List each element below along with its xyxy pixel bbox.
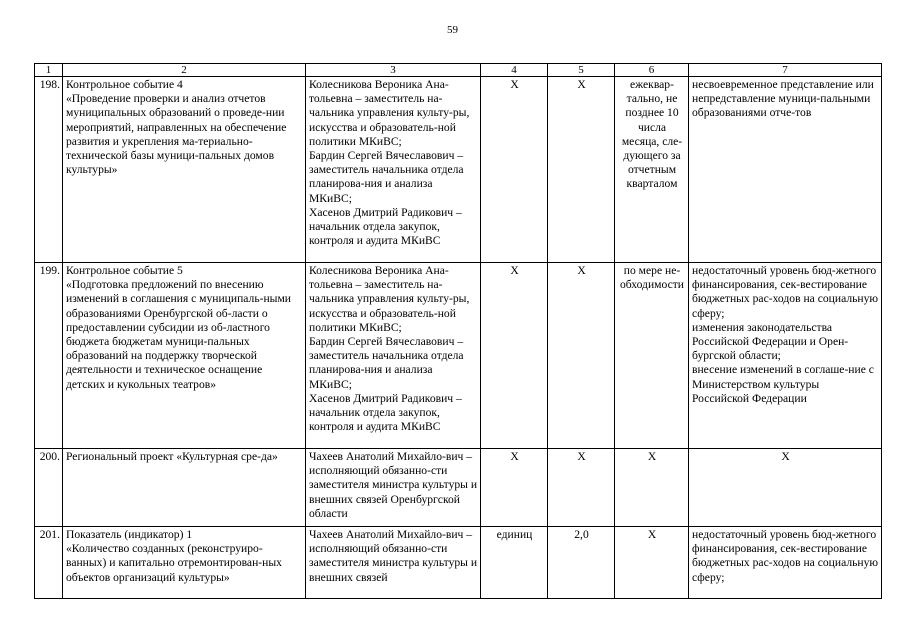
row-number: 199. xyxy=(35,263,63,449)
column-header-row xyxy=(35,64,882,77)
table-row xyxy=(35,77,882,263)
value-cell: X xyxy=(548,263,615,449)
event-name-cell: Контрольное событие 5 «Подготовка предложений по внесению изменений в соглашения с муниципаль-ными образованиями Оренбургской об-ласти о предоставлении субсидии из об-ластного бюджета бюджетам муници-пальных образований на поддержку творческой деятельности и техническое оснащение детских и кукольных театров» xyxy=(63,263,306,449)
risk-cell: недостаточный уровень бюд-жетного финансирования, сек-вестирование бюджетных рас-ходов на социальную сферу; изменения законодательства Российской Федерации и Орен-бургской области; внесение изменений в соглаше-ние с Министерством культуры Российской Федерации xyxy=(689,263,882,449)
deadline-cell: X xyxy=(615,527,689,599)
unit-cell: X xyxy=(481,263,548,449)
value-cell: X xyxy=(548,449,615,527)
responsible-cell: Колесникова Вероника Ана-тольевна – заместитель на-чальника управления культу-ры, искусства и образователь-ной политики МКиВС; Бардин Сергей Вячеславович – заместитель начальника отдела планирова-ния и анализа МКиВС; Хасенов Дмитрий Радикович – начальник отдела закупок, контроля и аудита МКиВС xyxy=(306,263,481,449)
column-header-6: 6 xyxy=(615,64,689,77)
responsible-cell: Колесникова Вероника Ана-тольевна – заместитель на-чальника управления культу-ры, искусства и образователь-ной политики МКиВС; Бардин Сергей Вячеславович – заместитель начальника отдела планирова-ния и анализа МКиВС; Хасенов Дмитрий Радикович – начальник отдела закупок, контроля и аудита МКиВС xyxy=(306,77,481,263)
table-row xyxy=(35,263,882,449)
page-number: 59 xyxy=(447,24,458,36)
risk-cell: недостаточный уровень бюд-жетного финансирования, сек-вестирование бюджетных рас-ходов на социальную сферу; xyxy=(689,527,882,599)
column-header-1: 1 xyxy=(35,64,63,77)
table-row xyxy=(35,527,882,599)
value-cell: 2,0 xyxy=(548,527,615,599)
plan-table xyxy=(34,63,882,599)
unit-cell: единиц xyxy=(481,527,548,599)
column-header-2: 2 xyxy=(63,64,306,77)
column-header-7: 7 xyxy=(689,64,882,77)
row-number: 198. xyxy=(35,77,63,263)
deadline-cell: X xyxy=(615,449,689,527)
value-cell: X xyxy=(548,77,615,263)
responsible-cell: Чахеев Анатолий Михайло-вич – исполняющий обязанно-сти заместителя министра культуры и внешних связей xyxy=(306,527,481,599)
unit-cell: X xyxy=(481,449,548,527)
column-header-3: 3 xyxy=(306,64,481,77)
column-header-5: 5 xyxy=(548,64,615,77)
risk-cell: несвоевременное представление или непредставление муници-пальными образованиями отче-тов xyxy=(689,77,882,263)
deadline-cell: по мере не-обходимости xyxy=(615,263,689,449)
event-name-cell: Контрольное событие 4 «Проведение проверки и анализ отчетов муниципальных образований о проведе-нии мероприятий, направленных на обеспечение развития и укрепления ма-териально-технической базы муници-пальных домов культуры» xyxy=(63,77,306,263)
table-row xyxy=(35,449,882,527)
responsible-cell: Чахеев Анатолий Михайло-вич – исполняющий обязанно-сти заместителя министра культуры и внешних связей Оренбургской области xyxy=(306,449,481,527)
row-number: 200. xyxy=(35,449,63,527)
event-name-cell: Показатель (индикатор) 1 «Количество созданных (реконструиро-ванных) и капитально отремонтирован-ных объектов организаций культуры» xyxy=(63,527,306,599)
column-header-4: 4 xyxy=(481,64,548,77)
unit-cell: X xyxy=(481,77,548,263)
deadline-cell: ежеквар-тально, не позднее 10 числа месяца, сле-дующего за отчетным кварталом xyxy=(615,77,689,263)
risk-cell: X xyxy=(689,449,882,527)
row-number: 201. xyxy=(35,527,63,599)
event-name-cell: Региональный проект «Культурная сре-да» xyxy=(63,449,306,527)
